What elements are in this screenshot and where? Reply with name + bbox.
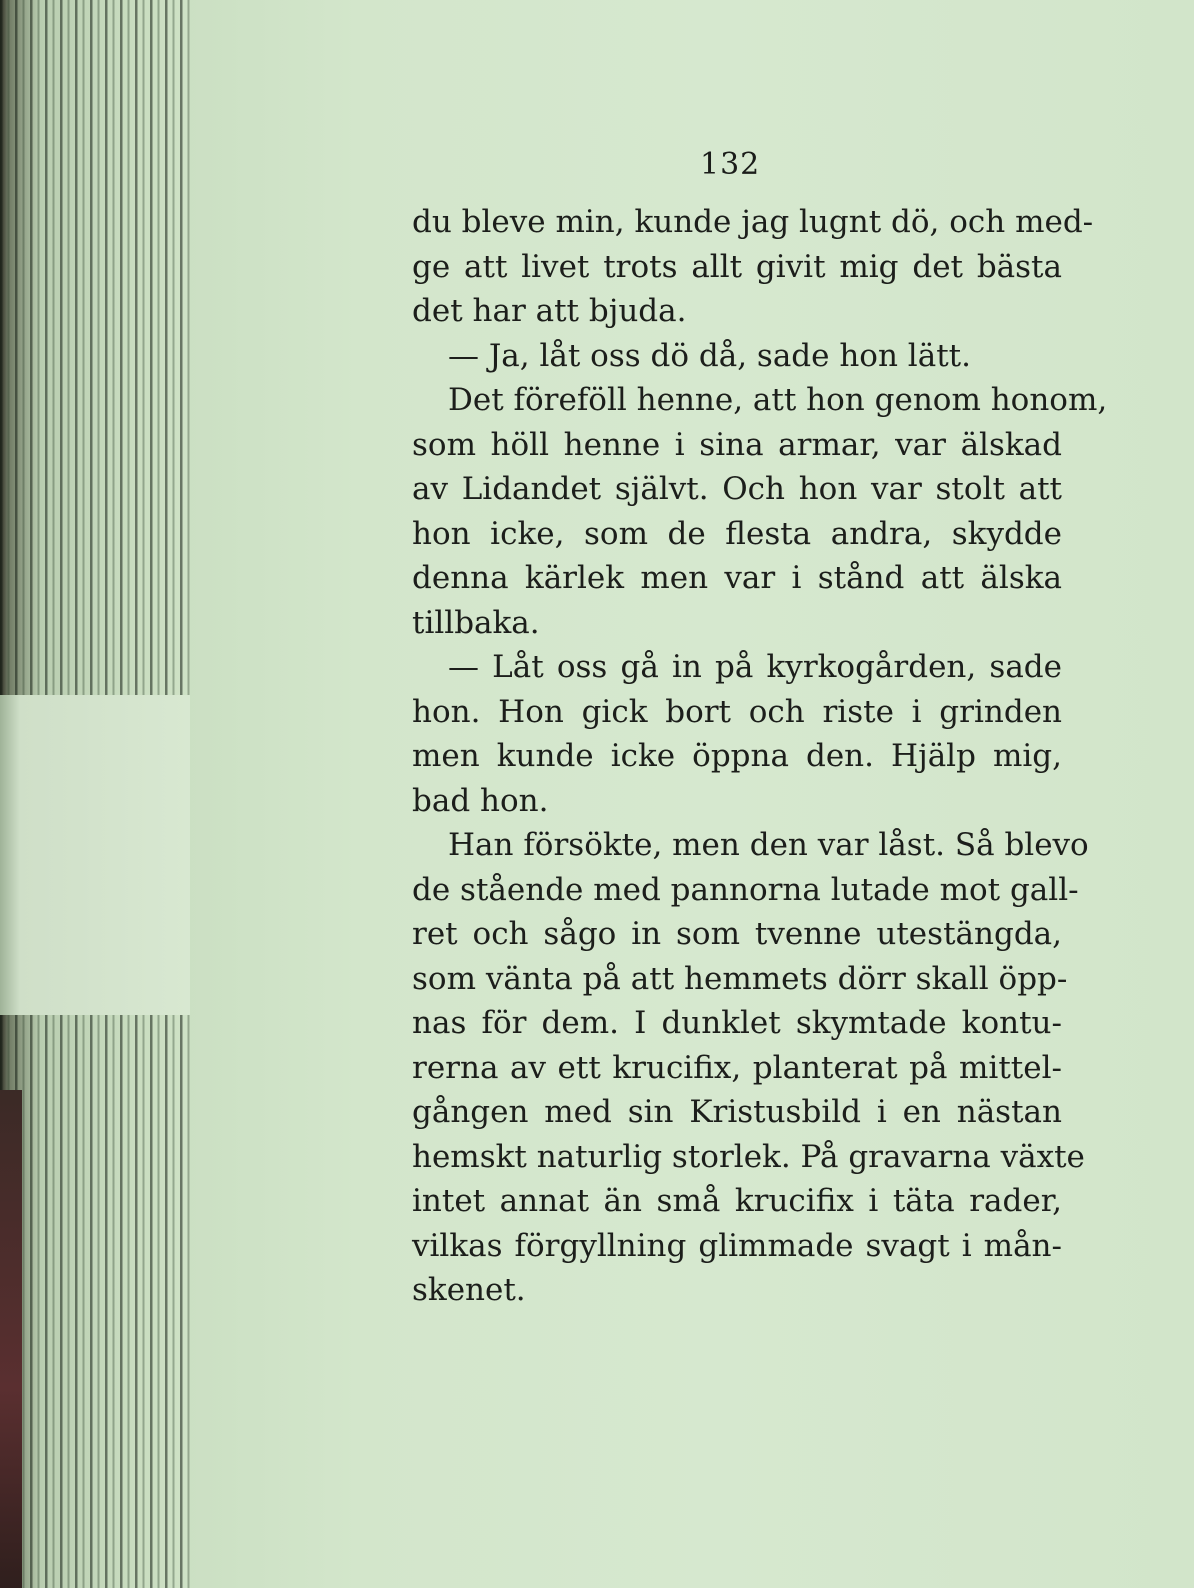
- text-line: bad hon.: [412, 782, 549, 819]
- text-line: hon icke, som de flesta andra, skydde: [412, 515, 1062, 552]
- text-line: men kunde icke öppna den. Hjälp mig,: [412, 738, 1062, 774]
- text-line: ge att livet trots allt givit mig det bästa: [412, 248, 1062, 285]
- text-line: Det föreföll henne, att hon genom honom,: [448, 382, 1108, 418]
- text-line: ret och sågo in som tvenne utestängda,: [412, 916, 1062, 952]
- text-line: nas för dem. I dunklet skymtade kontu-: [412, 1005, 1062, 1041]
- text-line: som vänta på att hemmets dörr skall öpp-: [412, 960, 1068, 997]
- text-line: — Ja, låt oss dö då, sade hon lätt.: [448, 337, 971, 374]
- text-line: — Låt oss gå in på kyrkogården, sade: [448, 649, 1062, 685]
- text-line: tillbaka.: [412, 604, 540, 641]
- paragraph: [412, 200, 1094, 334]
- text-line: hemskt naturlig storlek. På gravarna växte: [412, 1138, 1085, 1175]
- text-line: Han försökte, men den var låst. Så blevo: [448, 827, 1089, 863]
- text-line: intet annat än små krucifix i täta rader,: [412, 1183, 1062, 1219]
- paragraph: [412, 378, 1108, 645]
- page-number: 132: [700, 147, 761, 182]
- paragraph: [412, 645, 1062, 823]
- text-line: det har att bjuda.: [412, 293, 687, 329]
- text-line: vilkas förgyllning glimmade svagt i mån-: [412, 1227, 1062, 1264]
- text-line: du bleve min, kunde jag lugnt dö, och med-: [412, 204, 1094, 240]
- paragraph: [412, 334, 1062, 379]
- text-line: de stående med pannorna lutade mot gall-: [412, 871, 1079, 908]
- text-line: som höll henne i sina armar, var älskad: [412, 426, 1062, 463]
- cover-edge: [0, 1090, 22, 1588]
- paragraph: [412, 823, 1089, 1313]
- text-line: gången med sin Kristusbild i en nästan: [412, 1094, 1062, 1130]
- text-line: denna kärlek men var i stånd att älska: [412, 560, 1062, 596]
- text-line: skenet.: [412, 1272, 526, 1308]
- text-line: av Lidandet självt. Och hon var stolt att: [412, 471, 1062, 507]
- text-line: hon. Hon gick bort och riste i grinden: [412, 693, 1062, 730]
- text-line: rerna av ett krucifix, planterat på mittel-: [412, 1049, 1062, 1086]
- body-text: [412, 200, 1108, 1313]
- spine-light-band: [0, 695, 190, 1015]
